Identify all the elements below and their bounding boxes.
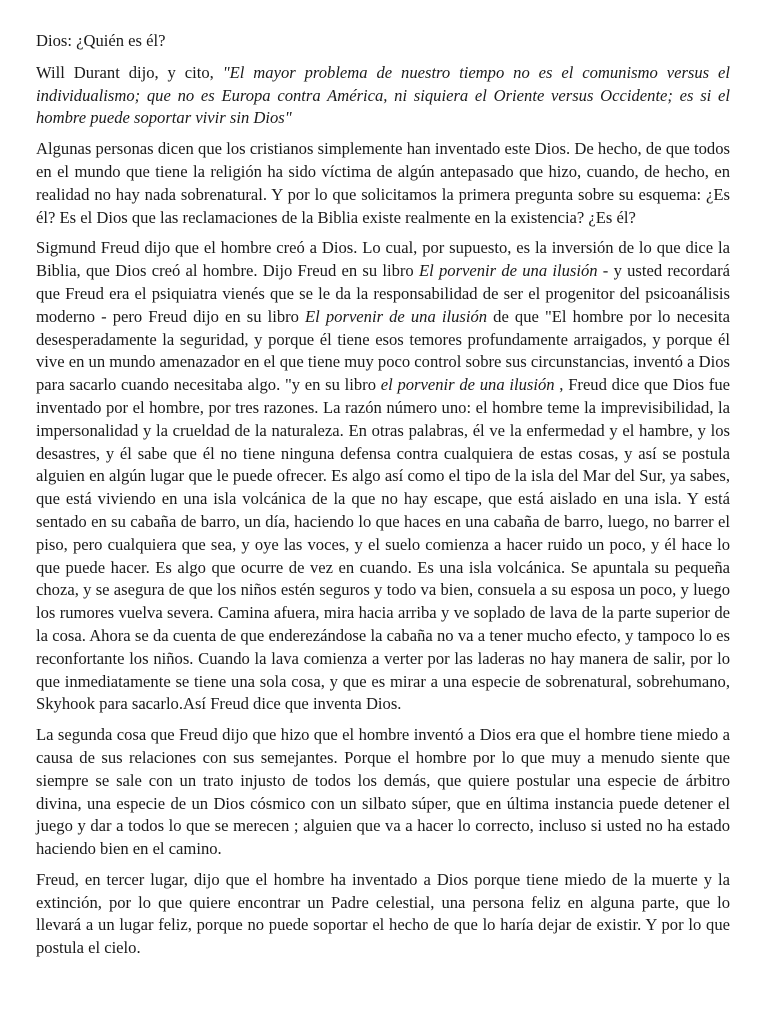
paragraph-text: Will Durant dijo, y cito,: [36, 62, 223, 82]
paragraph-text: , Freud dice que Dios fue inventado por el hombre, por tres razones. La razón número uno: el hombre teme la imprevisibilidad, la impersonalidad y la crueldad de la naturaleza. En otras palabras, él ve la enfermedad y el hambre, y los desastres, y él sabe que él no tiene ninguna defensa contra cualquiera de estas cosas, y así se postula alguien en algún lugar que le puede ofrecer. Es algo así como el tipo de la isla del Mar del Sur, ya sabes, que está viviendo en una isla volcánica de la que no hay escape, que está aislado en una isla. Y está sentado en su cabaña de barro, un día, haciendo lo que haces en una cabaña de barro, luego, no barrer el piso, pero cualquiera que sea, y oye las voces, y el suelo comienza a hacer ruido un poco, y él hace lo que puede hacer. Es algo que ocurre de vez en cuando. Es una isla volcánica. Se apuntala su pequeña choza, y se asegura de que los niños estén seguros y todo va bien, consuela a su esposa un poco, y luego los rumores vuelva severa. Camina afuera, mira hacia arriba y ve soplado de lava de la parte superior de la cosa. Ahora se da cuenta de que enderezándose la cabaña no va a tener mucho efecto, y tampoco lo es reconfortante los niños. Cuando la lava comienza a verter por las laderas no hay manera de salir, por lo que inmediatamente se tiene una sola cosa, y que es mirar a una especie de sobrenatural, sobrehumano, Skyhook para sacarlo.Así Freud dice que inventa Dios.: [36, 375, 730, 714]
paragraph-text: - y usted recordará que Freud era el psiquiatra vienés que se le da la responsabilidad de ser el progenitor del psicoanálisis moderno - pero Freud dijo en su libro: [36, 261, 730, 326]
paragraph-freud-nature: [36, 237, 730, 716]
paragraph-christians-invented: Algunas personas dicen que los cristianos simplemente han inventado este Dios. De hecho, de que todos en el mundo que tiene la religión ha sido víctima de algún antepasado que hizo, cuando, de hecho, en realidad no hay nada sobrenatural. Y por lo que solicitamos la primera pregunta sobre su esquema: ¿Es él? Es el Dios que las reclamaciones de la Biblia existe realmente en la existencia? ¿Es él?: [36, 139, 730, 227]
paragraph-text: Sigmund Freud dijo que el hombre creó a Dios. Lo cual, por supuesto, es la inversión de lo que dice la Biblia, que Dios creó al hombre. Dijo Freud en su libro: [36, 238, 730, 281]
paragraph-durant-quote: [36, 62, 730, 130]
document-title: Dios: ¿Quién es él?: [36, 31, 166, 50]
book-title: El porvenir de una ilusión: [305, 306, 488, 326]
document-page: [36, 30, 730, 968]
paragraph-text: de que "El hombre por lo necesita desesperadamente la seguridad, y porque él tiene esos temores profundamente arraigados, y porque él vive en un mundo amenazador en el que tiene muy poco control sobre sus circunstancias, inventó a Dios para sacarlo cuando necesitaba algo. "y en su libro: [36, 306, 731, 395]
durant-quote: "El mayor problema de nuestro tiempo no es el comunismo versus el individualismo; que no es Europa contra América, ni siquiera el Oriente versus Occidente; es si el hombre puede soportar vivir sin Dios": [36, 62, 730, 128]
book-title: El porvenir de una ilusión: [418, 261, 598, 281]
book-title: el porvenir de una ilusión: [380, 375, 555, 395]
paragraph-freud-relations: La segunda cosa que Freud dijo que hizo que el hombre inventó a Dios era que el hombre tiene miedo a causa de sus relaciones con sus semejantes. Porque el hombre por lo que muy a menudo siente que siempre se sale con un trato injusto de todos los demás, que quiere postular una especie de árbitro divina, una especie de un Dios cósmico con un silbato súper, que en última instancia puede detener el juego y dar a todos lo que se merecen ; alguien que va a hacer lo correcto, incluso si usted no ha estado haciendo bien en el camino.: [36, 725, 730, 859]
paragraph-freud-death: Freud, en tercer lugar, dijo que el hombre ha inventado a Dios porque tiene miedo de la muerte y la extinción, por lo que quiere encontrar un Padre celestial, una persona feliz en alguna parte, que lo llevará a un lugar feliz, porque no puede soportar el hecho de que lo haría dejar de existir. Y por lo que postula el cielo.: [36, 869, 730, 958]
